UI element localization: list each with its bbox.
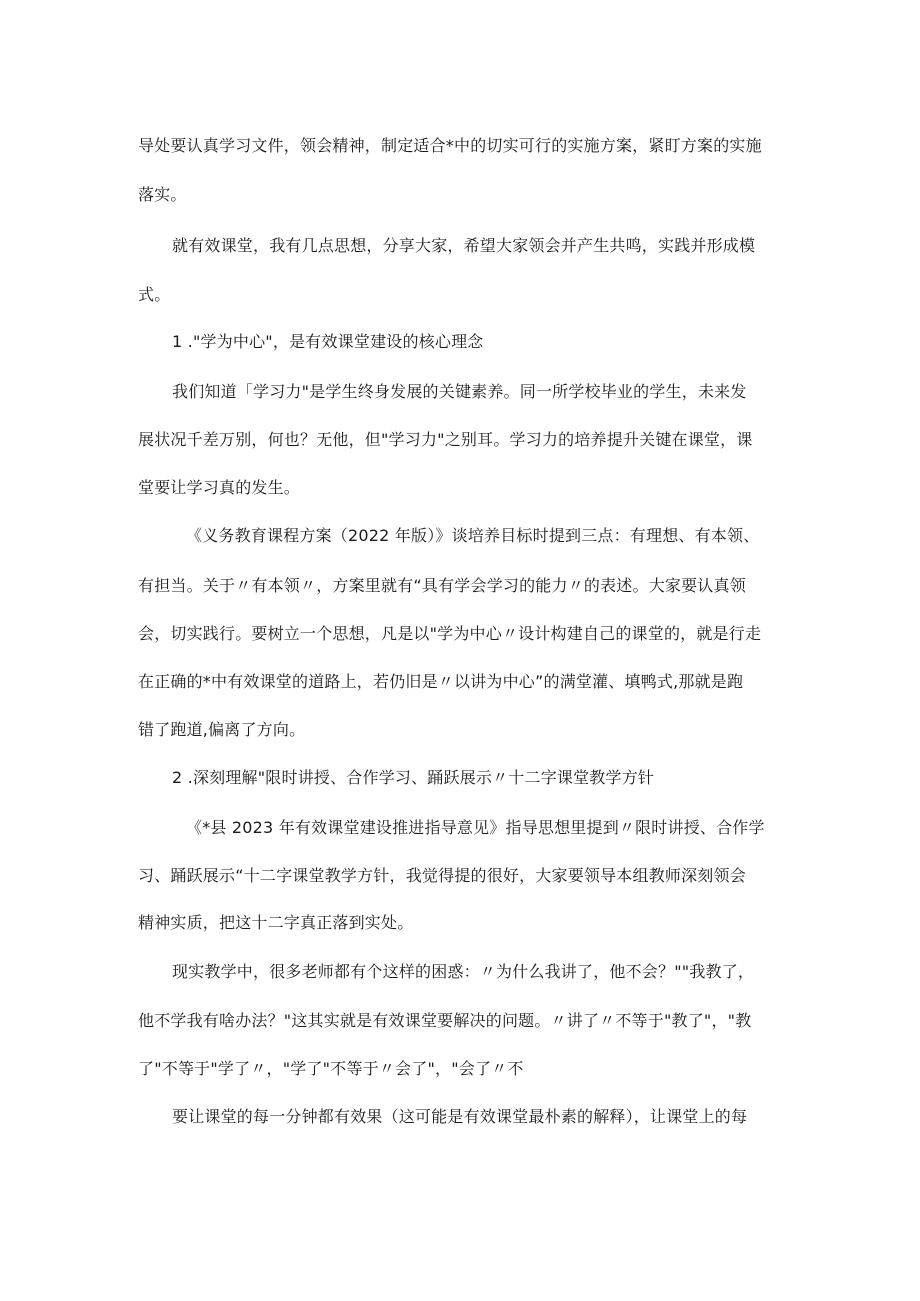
paragraph-4-line-3: 会，切实践行。要树立一个思想，凡是以"学为中心〃设计构建自己的课堂的，就是行走	[138, 624, 762, 643]
paragraph-4-line-1: 《义务教育课程方案（2022 年版）》谈培养目标时提到三点：有理想、有本领、	[186, 526, 760, 545]
section-heading-2: 2 .深刻理解"限时讲授、合作学习、踊跃展示〃十二字课堂教学方针	[172, 768, 655, 787]
paragraph-4-line-4: 在正确的*中有效课堂的道路上，若仍旧是〃以讲为中心”的满堂灌、填鸭式,那就是跑	[138, 672, 744, 691]
paragraph-2-line-1: 就有效课堂，我有几点思想，分享大家，希望大家领会并产生共鸣，实践并形成模	[172, 236, 756, 255]
paragraph-6-line-2: 他不学我有啥办法？"这其实就是有效课堂要解决的问题。〃讲了〃不等于"教了"，"教	[138, 1011, 752, 1030]
paragraph-5-line-2: 习、踊跃展示“十二字课堂教学方针，我觉得提的很好，大家要领导本组教师深刻领会	[138, 866, 746, 885]
paragraph-3-line-3: 堂要让学习真的发生。	[138, 478, 301, 497]
paragraph-1-line-1: 导处要认真学习文件，领会精神，制定适合*中的切实可行的实施方案，紧盯方案的实施	[138, 136, 762, 155]
paragraph-6-line-3: 了"不等于"学了〃，"学了"不等于〃会了"，"会了〃不	[138, 1059, 524, 1078]
paragraph-7-line-1: 要让课堂的每一分钟都有效果（这可能是有效课堂最朴素的解释），让课堂上的每	[172, 1107, 748, 1126]
paragraph-3-line-2: 展状况千差万别，何也？无他，但"学习力"之别耳。学习力的培养提升关键在课堂，课	[138, 430, 753, 449]
paragraph-1-line-2: 落实。	[138, 185, 187, 204]
paragraph-5-line-1: 《*县 2023 年有效课堂建设推进指导意见》指导思想里提到〃限时讲授、合作学	[186, 818, 765, 837]
paragraph-5-line-3: 精神实质，把这十二字真正落到实处。	[138, 913, 414, 932]
section-heading-1: 1 ."学为中心"，是有效课堂建设的核心理念	[172, 332, 484, 351]
paragraph-2-line-2: 式。	[138, 285, 171, 304]
paragraph-3-line-1: 我们知道「学习力"是学生终身发展的关键素养。同一所学校毕业的学生，未来发	[172, 382, 747, 401]
paragraph-4-line-2: 有担当。关于〃有本领〃，方案里就有“具有学会学习的能力〃的表述。大家要认真领	[138, 576, 746, 595]
paragraph-4-line-5: 错了跑道,偏离了方向。	[138, 720, 306, 739]
paragraph-6-line-1: 现实教学中，很多老师都有个这样的困惑：〃为什么我讲了，他不会？""我教了，	[172, 962, 755, 981]
